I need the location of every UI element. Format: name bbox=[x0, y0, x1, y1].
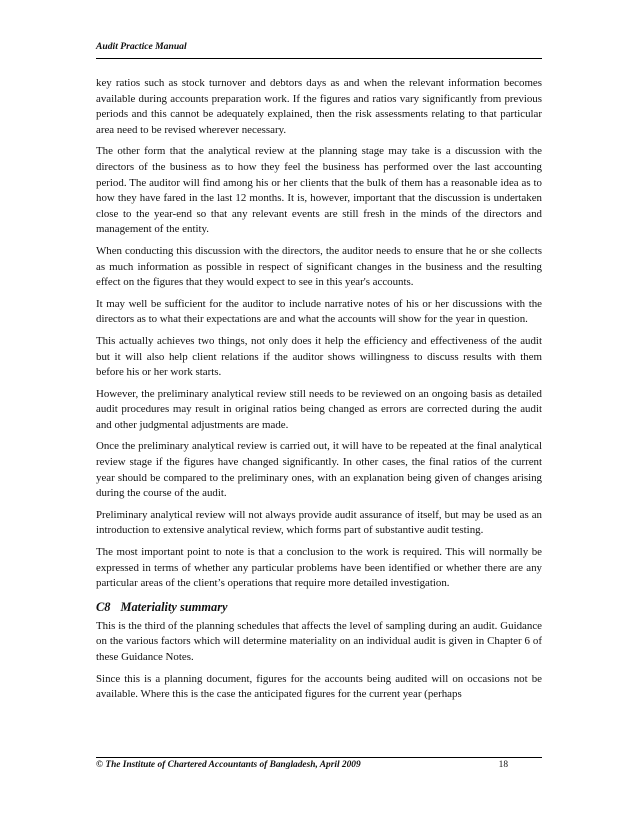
section-title: Materiality summary bbox=[120, 599, 228, 614]
footer-copyright: © The Institute of Chartered Accountants of Bangladesh, April 2009 bbox=[96, 760, 361, 770]
section-number: C8 bbox=[96, 599, 111, 614]
page-number: 18 bbox=[498, 760, 508, 770]
running-header: Audit Practice Manual bbox=[96, 41, 187, 52]
paragraph: This is the third of the planning schedules that affects the level of sampling during an audit. Guidance on the various factors which will determine materiality on an individual audit is given in Chapter 6 of these Guidance Notes. bbox=[96, 619, 542, 663]
paragraph: When conducting this discussion with the directors, the auditor needs to ensure that he or she collects as much information as possible in respect of significant changes in the business and the resulting effect on the figures that they would expect to see in this year's accounts. bbox=[96, 244, 542, 289]
paragraph: key ratios such as stock turnover and debtors days as and when the relevant information becomes available during accounts preparation work. If the figures and ratios vary significantly from previous periods and this cannot be adequately explained, then the risk assessments relating to that particular area need to be revised wherever necessary. bbox=[96, 77, 542, 136]
paragraph: The most important point to note is that a conclusion to the work is required. This will normally be expressed in terms of whether any particular problems have been identified or whether there are any particular areas of the client’s operations that require more detailed investigation. bbox=[96, 546, 542, 590]
paragraph: This actually achieves two things, not only does it help the efficiency and effectiveness of the audit but it will also help client relations if the auditor shows willingness to discuss results with them before his or her work starts. bbox=[96, 334, 542, 379]
page-footer bbox=[96, 759, 542, 771]
footer-divider bbox=[96, 757, 542, 758]
paragraph: Once the preliminary analytical review is carried out, it will have to be repeated at the final analytical review stage if the figures have changed significantly. In other cases, the final ratios of the current year should be compared to the preliminary ones, with an explanation being given of changes arising during the course of the audit. bbox=[96, 440, 542, 500]
paragraph: However, the preliminary analytical review still needs to be reviewed on an ongoing basis as detailed audit procedures may result in original ratios being changed as errors are corrected during the audit and other judgmental adjustments are made. bbox=[96, 387, 542, 431]
body-text bbox=[96, 76, 542, 709]
document-page bbox=[96, 0, 542, 826]
paragraph: Preliminary analytical review will not always provide audit assurance of itself, but may be used as an introduction to extensive analytical review, which forms part of substantive audit testing. bbox=[96, 508, 542, 537]
paragraph: It may well be sufficient for the auditor to include narrative notes of his or her discussions with the directors as to what their expectations are and what the accounts will show for the year in question. bbox=[96, 297, 542, 326]
paragraph: The other form that the analytical review at the planning stage may take is a discussion with the directors of the business as to how they feel the business has performed over the last accounting period. The auditor will find among his or her clients that the bulk of them has a reasonable idea as to how they have fared in the last 12 months. It is, however, important that the discussion is undertaken close to the year-end so that any relevant events are still fresh in the minds of the directors and management of the entity. bbox=[96, 145, 542, 236]
section-heading bbox=[96, 599, 542, 615]
paragraph: Since this is a planning document, figures for the accounts being audited will on occasions not be available. Where this is the case the anticipated figures for the current year (perhaps bbox=[96, 672, 542, 701]
header-divider bbox=[96, 58, 542, 59]
